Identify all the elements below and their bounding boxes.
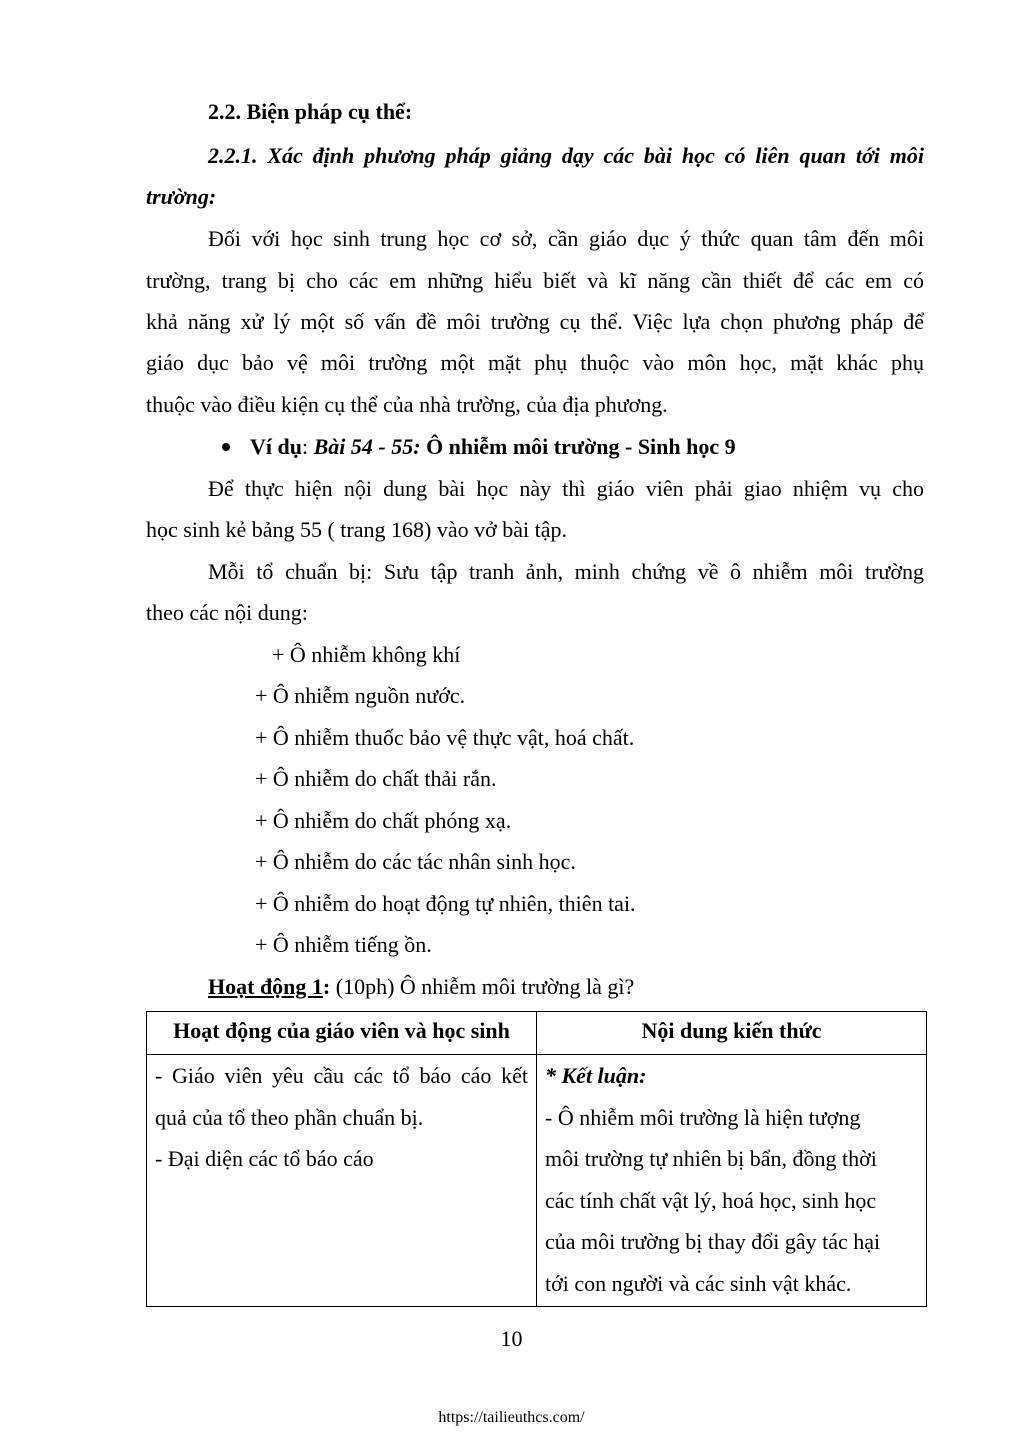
table-cell-knowledge — [537, 1055, 927, 1307]
example-colon: : — [301, 434, 314, 459]
intro-line-2: trường, trang bị cho các em những hiểu biết và kĩ năng cần thiết để các em có — [146, 268, 924, 293]
section-heading: 2.2. Biện pháp cụ thể: — [208, 99, 413, 124]
example-title: Ô nhiễm môi trường - Sinh học 9 — [420, 434, 736, 459]
activity-label: Hoạt động 1 — [208, 974, 323, 999]
task-line-2: học sinh kẻ bảng 55 ( trang 168) vào vở bài tập. — [146, 517, 567, 542]
knowledge-line: của môi trường bị thay đổi gây tác hại — [545, 1229, 881, 1254]
subsection-heading-line1: 2.2.1. Xác định phương pháp giảng dạy các bài học có liên quan tới môi — [208, 143, 924, 168]
task-line-1: Để thực hiện nội dung bài học này thì giáo viên phải giao nhiệm vụ cho — [208, 476, 924, 501]
pollution-item: + Ô nhiễm do chất thải rắn. — [255, 766, 497, 791]
pollution-item: + Ô nhiễm nguồn nước. — [255, 683, 466, 708]
conclusion-label: * Kết luận: — [545, 1063, 647, 1088]
intro-line-4: giáo dục bảo vệ môi trường một mặt phụ thuộc vào môn học, mặt khác phụ — [146, 350, 924, 375]
pollution-item: + Ô nhiễm thuốc bảo vệ thực vật, hoá chất. — [255, 725, 635, 750]
pollution-item: + Ô nhiễm không khí — [272, 642, 461, 667]
subsection-heading-line2: trường: — [146, 184, 217, 209]
knowledge-line: tới con người và các sinh vật khác. — [545, 1270, 852, 1296]
activity-table — [146, 1011, 927, 1307]
pollution-item: + Ô nhiễm tiếng ồn. — [255, 932, 432, 957]
prep-line-1: Mỗi tổ chuẩn bị: Sưu tập tranh ảnh, minh chứng về ô nhiễm môi trường — [208, 559, 924, 584]
activity-colon: : — [322, 974, 331, 999]
intro-line-1: Đối với học sinh trung học cơ sở, cần giáo dục ý thức quan tâm đến môi — [208, 226, 924, 251]
pollution-item: + Ô nhiễm do các tác nhân sinh học. — [255, 849, 576, 874]
bullet-icon — [222, 443, 230, 451]
activity-line: - Đại diện các tổ báo cáo — [155, 1146, 374, 1171]
activity-line: quả của tổ theo phần chuẩn bị. — [155, 1104, 424, 1130]
table-header-knowledge: Nội dung kiến thức — [537, 1012, 927, 1055]
activity-description: (10ph) Ô nhiễm môi trường là gì? — [330, 974, 635, 999]
example-lesson: Bài 54 - 55: — [313, 434, 421, 459]
activity-line: - Giáo viên yêu cầu các tổ báo cáo kết — [155, 1063, 528, 1088]
table-header-row — [147, 1012, 927, 1055]
knowledge-line: các tính chất vật lý, hoá học, sinh học — [545, 1187, 877, 1213]
intro-line-5: thuộc vào điều kiện cụ thể của nhà trường, của địa phương. — [146, 392, 668, 417]
knowledge-line: môi trường tự nhiên bị bẩn, đồng thời — [545, 1146, 877, 1171]
example-label: Ví dụ — [250, 434, 302, 459]
table-cell-activities — [147, 1055, 537, 1307]
page-number: 10 — [500, 1326, 523, 1351]
intro-line-3: khả năng xử lý một số vấn đề môi trường cụ thể. Việc lựa chọn phương pháp để — [146, 309, 924, 334]
table-row — [147, 1055, 927, 1307]
example-bullet — [222, 434, 736, 460]
footer-url[interactable]: https://tailieuthcs.com/ — [438, 1409, 585, 1426]
activity-heading — [208, 974, 634, 1000]
knowledge-line: - Ô nhiễm môi trường là hiện tượng — [545, 1104, 861, 1130]
table-header-teacher-student: Hoạt động của giáo viên và học sinh — [147, 1012, 537, 1055]
prep-line-2: theo các nội dung: — [146, 600, 308, 625]
pollution-item: + Ô nhiễm do hoạt động tự nhiên, thiên tai. — [255, 891, 636, 916]
pollution-item: + Ô nhiễm do chất phóng xạ. — [255, 808, 512, 833]
